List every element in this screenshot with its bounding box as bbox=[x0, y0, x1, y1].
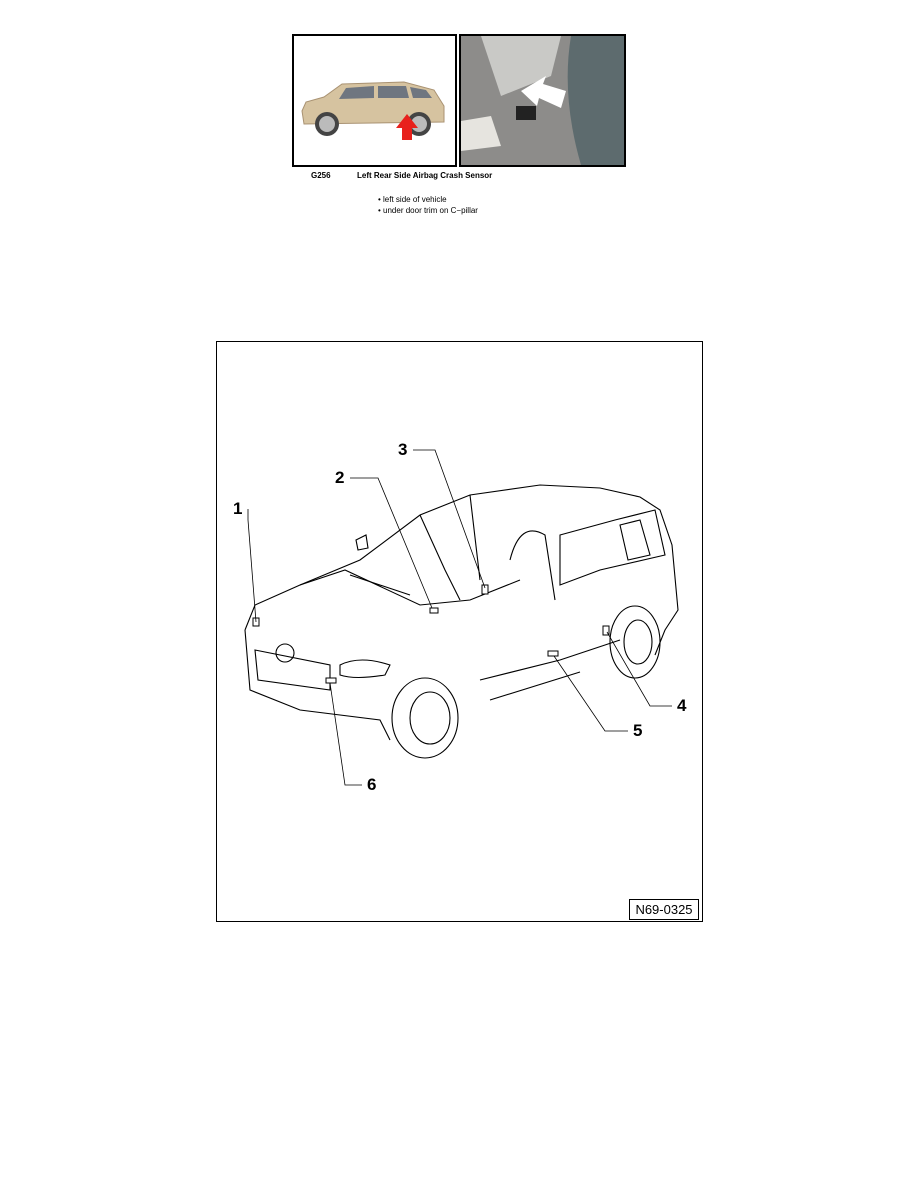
callout-4: 4 bbox=[677, 696, 687, 715]
callout-3: 3 bbox=[398, 440, 408, 459]
callout-1: 1 bbox=[233, 499, 243, 518]
sensor-location-diagram bbox=[216, 341, 703, 922]
component-code: G256 bbox=[311, 171, 331, 180]
vehicle-line-drawing bbox=[216, 341, 703, 922]
sensor-location-photo bbox=[459, 34, 626, 167]
callout-5: 5 bbox=[633, 721, 643, 740]
location-text: under door trim on C−pillar bbox=[383, 206, 478, 215]
callout-6: 6 bbox=[367, 775, 377, 794]
callout-line-6 bbox=[330, 683, 362, 785]
callout-2: 2 bbox=[335, 468, 345, 487]
callout-line-1 bbox=[248, 509, 256, 622]
vehicle-side-view-image bbox=[292, 34, 457, 167]
component-title: Left Rear Side Airbag Crash Sensor bbox=[357, 171, 493, 180]
figure-reference-number: N69-0325 bbox=[629, 899, 699, 920]
location-text: left side of vehicle bbox=[383, 195, 447, 204]
callout-line-4 bbox=[607, 632, 672, 706]
callout-line-3 bbox=[413, 450, 485, 588]
location-item: • under door trim on C−pillar bbox=[378, 206, 478, 215]
location-item: • left side of vehicle bbox=[378, 195, 447, 204]
